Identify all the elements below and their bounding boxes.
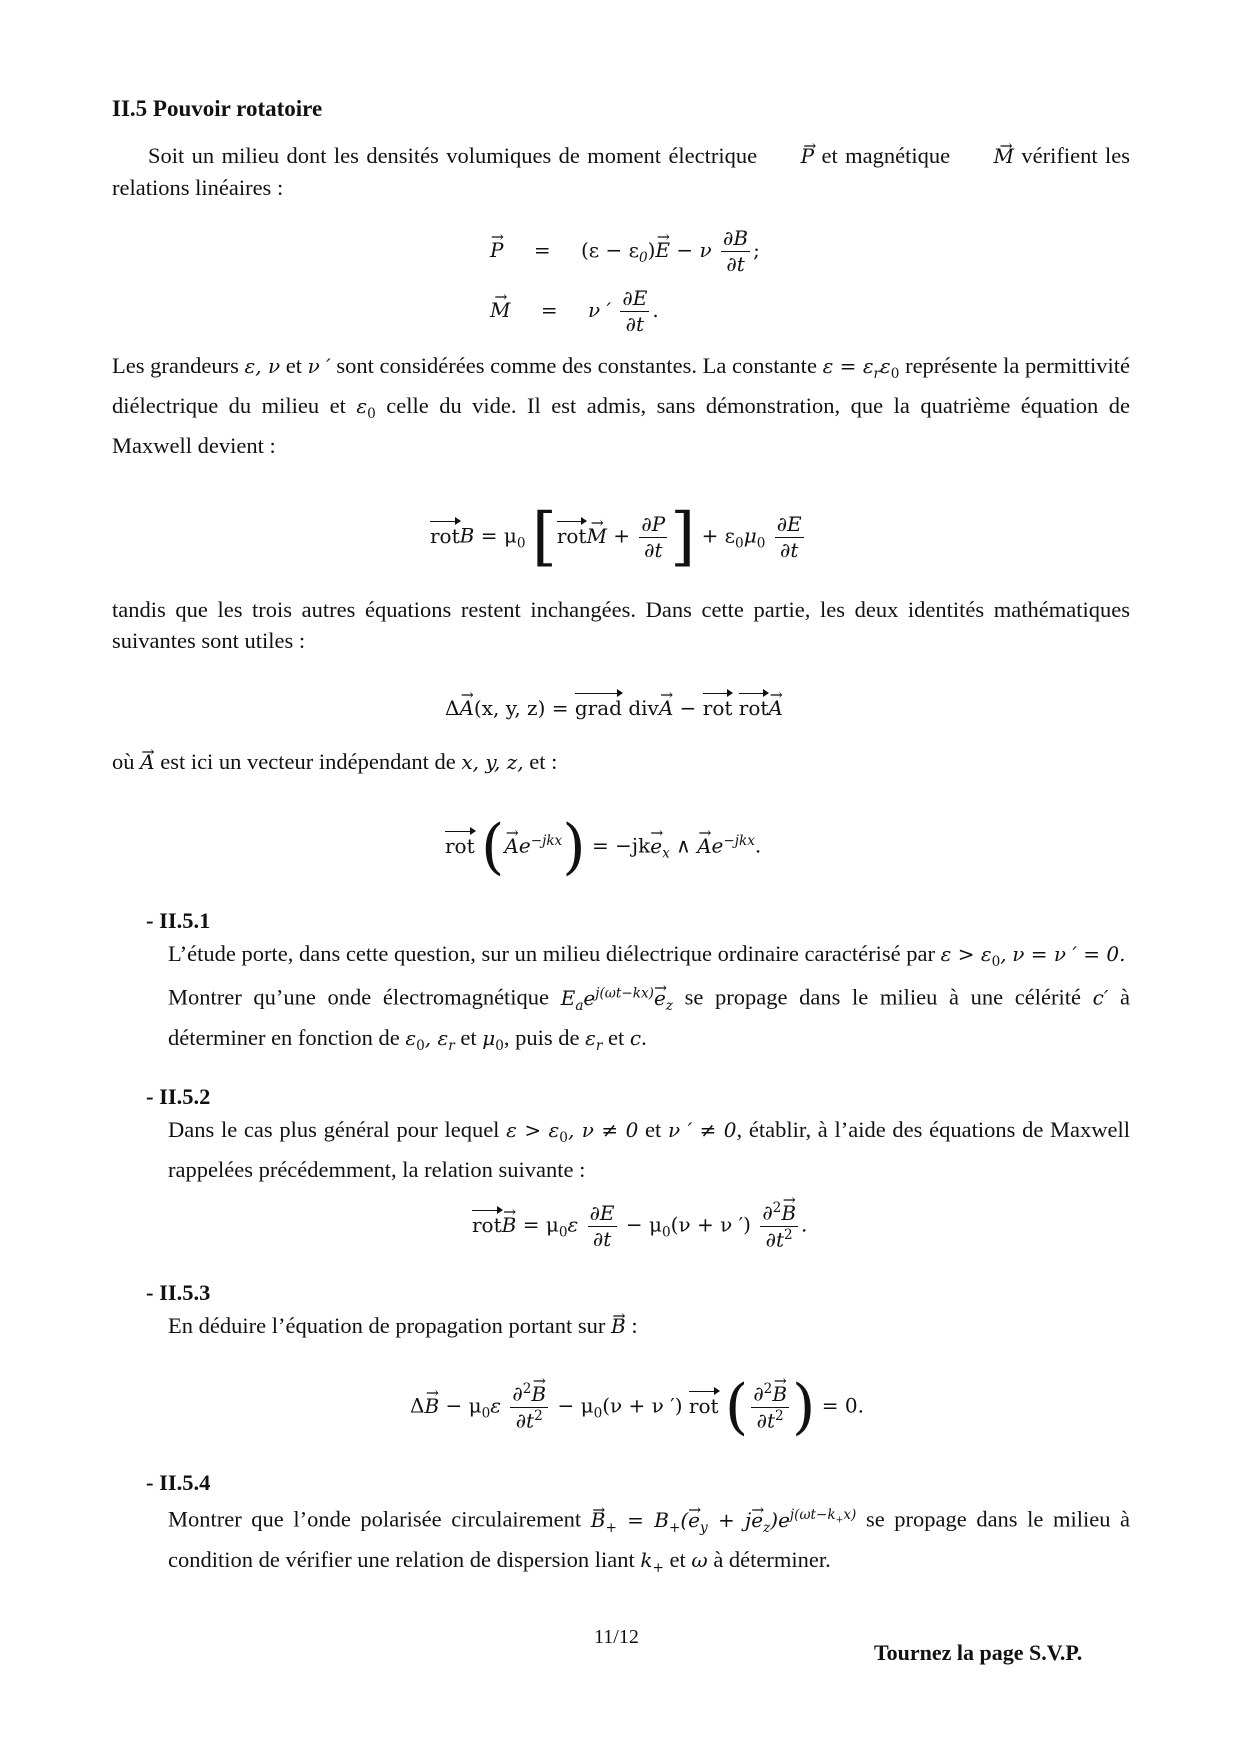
q1-t6: et bbox=[460, 1024, 477, 1050]
identity-div: div bbox=[621, 696, 659, 720]
q2-t1: Dans le cas plus général pour lequel bbox=[168, 1117, 500, 1142]
frac-den-dt-2: ∂t bbox=[625, 312, 645, 336]
frac-num-dE-2: ∂E bbox=[776, 511, 802, 536]
para2-a: Les grandeurs bbox=[112, 353, 239, 378]
turn-page-note: Tournez la page S.V.P. bbox=[874, 1640, 1083, 1665]
eq-P-symbol: → P bbox=[490, 238, 503, 262]
eq-P-equals: = bbox=[533, 238, 551, 262]
eq-P-rhs-a: (ε − ε bbox=[580, 238, 639, 262]
eq-M-symbol: → M bbox=[490, 298, 510, 322]
para4-d: et : bbox=[529, 749, 558, 774]
question-2-text: Dans le cas plus général pour lequel $\varepsilon > \varepsilon_0$, ν ≠ 0 et ν ′ ≠ 0, établir, à l’aide des équations de Maxwell rappelées précédemment, la relation suivante : bbox=[168, 1117, 1131, 1182]
q2-t2: établir, à l’aide des équations de Maxwell rappelées précédemment, la relation suivante : bbox=[168, 1117, 1131, 1182]
maxwell-tail-mu: μ bbox=[743, 523, 757, 548]
eq-P-rhs-c: − ν bbox=[670, 238, 712, 262]
frac-num-dB: ∂B bbox=[723, 226, 749, 250]
maxwell-eq-mu: = μ bbox=[474, 523, 517, 548]
eq-P-rhs-b: ) bbox=[647, 238, 656, 262]
question-3-text: En déduire l’équation de propagation portant sur → B : bbox=[168, 1310, 1130, 1342]
para4-c: x, y, z, bbox=[461, 750, 524, 774]
grad-operator: grad bbox=[574, 696, 622, 720]
q4-t4: à déterminer. bbox=[713, 1546, 831, 1572]
intro-text-c: vérifient les relations linéaires : bbox=[112, 143, 1131, 200]
section-title: II.5 Pouvoir rotatoire bbox=[112, 96, 323, 121]
equation-P: → $P = (\varepsilon - \varepsilon_0)\to E - \nu$ $\frac{\partial B}{\partial t}$ ; bbox=[490, 226, 760, 277]
para2-j: celle du vide. Il est admis, sans démonstration, que la quatrième équation de Maxwell devient : bbox=[112, 393, 1130, 458]
para2-g: ε bbox=[880, 354, 891, 378]
equation-M bbox=[490, 286, 659, 337]
identity-delta: Δ bbox=[445, 696, 460, 720]
para4-a: où bbox=[112, 749, 135, 774]
para2-e: sont considérées comme des constantes. La constante bbox=[336, 353, 817, 378]
identity-minus: − bbox=[673, 696, 703, 720]
rot2-A: → A bbox=[504, 834, 518, 858]
eq-M-rhs: ν ′ bbox=[587, 298, 612, 322]
q2-frac-num-dE: ∂E bbox=[589, 1200, 615, 1225]
rot2-A-2: → A bbox=[697, 834, 711, 858]
q1-wave: E bbox=[560, 985, 576, 1010]
identity-args: (x, y, z) = bbox=[473, 696, 575, 720]
para4-A: → A bbox=[140, 747, 154, 778]
page-number: 11/12 bbox=[594, 1626, 639, 1648]
maxwell-M: → M bbox=[586, 524, 606, 548]
q2-et: et bbox=[645, 1117, 662, 1142]
paragraph-constants: Les grandeurs ε, ν et ν ′ sont considérées comme des constantes. La constante $\varepsilon = \varepsilon_r\varepsilon_0$ représente la permittivité diélectrique du milieu et $\varepsilon_0$ celle du vide. Il est admis, sans démonstration, que la quatrième équation de Maxwell devient : bbox=[112, 353, 1131, 458]
frac-num-dP: ∂P bbox=[641, 511, 666, 536]
question-label-2: - II.5.2 bbox=[146, 1084, 211, 1109]
q4-t3: et bbox=[669, 1546, 686, 1572]
question-label-4: - II.5.4 bbox=[146, 1470, 211, 1495]
q1-t1: L’étude porte, dans cette question, sur un milieu diélectrique ordinaire caractérisé par bbox=[168, 941, 935, 966]
frac-den-dt: ∂t bbox=[726, 252, 745, 276]
rot-operator-5: rot bbox=[445, 833, 475, 858]
frac-den-dt-4: ∂t bbox=[780, 537, 799, 562]
para2-h: représente la permittivité diélectrique du milieu et bbox=[112, 353, 1131, 418]
q1-wave-exp: j(ωt−kx) bbox=[595, 985, 654, 1001]
rot2-wedge: ∧ bbox=[669, 833, 698, 858]
q4-t1: Montrer que l’onde polarisée circulairement bbox=[168, 1506, 582, 1532]
rot-operator: rot bbox=[430, 523, 460, 548]
eq-P-semicolon: ; bbox=[753, 238, 760, 262]
q1-cprime: c′ bbox=[1092, 985, 1109, 1010]
question-label-3: - II.5.3 bbox=[146, 1280, 211, 1305]
frac-num-dE: ∂E bbox=[622, 286, 648, 310]
question-4-text: Montrer que l’onde polarisée circulairement → $B_+ = B_+(\to e_y + j\to e_z)e^{j(\omega t-k_+x)}$ se propage dans le milieu à condition de vérifier une relation de dispersion liant $k_+$ et ω à déterminer. bbox=[168, 1500, 1130, 1584]
q1-t4: à déterminer en fonction de bbox=[168, 984, 1131, 1050]
para2-b: ε, ν bbox=[244, 354, 281, 378]
q2-frac-den: ∂t bbox=[592, 1226, 612, 1251]
q1-t5: puis de bbox=[515, 1024, 580, 1050]
rot-operator-7: rot bbox=[688, 1393, 719, 1418]
identity-A-2: → A bbox=[659, 696, 673, 720]
equation-identity-laplacian bbox=[445, 696, 783, 720]
rot2-period: . bbox=[754, 833, 762, 858]
equation-maxwell: rotB = $\mu_0$ [rot→ M + $\frac{\partial P}{\partial t}$ ] + $\varepsilon_0\mu_0$ $\frac{\partial E}{\partial t}$ bbox=[430, 500, 807, 574]
maxwell-plus: + bbox=[606, 523, 637, 548]
para2-d: ν ′ bbox=[307, 354, 331, 378]
equation-q2: $rot\to B = \mu_0\varepsilon$ $\frac{\partial E}{\partial t}$ − $\mu_0(\nu + \nu$ ′) $\frac{\partial^2\to B}{\partial t^2}$ . bbox=[472, 1200, 807, 1252]
q1-t3: se propage dans le milieu à une célérité bbox=[684, 984, 1081, 1010]
q4-t2: se propage dans le milieu à condition de vérifier une relation de dispersion liant bbox=[168, 1506, 1131, 1572]
para2-i: ε bbox=[356, 394, 368, 418]
q1-t6-2: et bbox=[608, 1024, 625, 1050]
equation-identity-rot: rot (→ $Ae^{-jkx}) = -jk\to e_x$ ∧ → $Ae^{-jkx}$. bbox=[445, 812, 761, 882]
para4-b: est ici un vecteur indépendant de bbox=[160, 749, 456, 774]
question-1-text: L’étude porte, dans cette question, sur un milieu diélectrique ordinaire caractérisé par $\varepsilon > \varepsilon_0$, ν = ν ′ = 0. Montrer qu’une onde électromagnétique $E_ae^{j(\omega t-kx)}\to e_z$ se propage dans le milieu à une célérité c′ à déterminer en fonction de $\varepsilon_0$, $\varepsilon_r$ et $\mu_0$, puis de $\varepsilon_r$ et c. bbox=[168, 938, 1130, 1062]
paragraph-identities: tandis que les trois autres équations restent inchangées. Dans cette partie, les deux identités mathématiques suivantes sont utiles : bbox=[112, 597, 1130, 653]
eq-M-period: . bbox=[652, 298, 659, 322]
identity-A-3: → A bbox=[768, 696, 782, 720]
rot2-rhs: = −jk bbox=[585, 833, 651, 858]
q1-cond2: ν = ν ′ = 0. bbox=[1012, 942, 1126, 966]
intro-text-b: et magnétique bbox=[821, 143, 951, 168]
paragraph-A-vector bbox=[112, 746, 1130, 778]
q1-cond1: ε > ε bbox=[940, 942, 992, 966]
rot-operator-6: rot bbox=[472, 1212, 502, 1237]
intro-text-a: Soit un milieu dont les densités volumiques de moment électrique bbox=[148, 143, 758, 168]
rot-operator-4: rot bbox=[738, 696, 769, 720]
eq-M-equals: = bbox=[540, 298, 558, 322]
question-label-1: - II.5.1 bbox=[146, 908, 211, 933]
intro-paragraph: Soit un milieu dont les densités volumiques de moment électrique → P et magnétique → M vérifient les relations linéaires : bbox=[112, 140, 1130, 203]
equation-q3: $\Delta\to B - \mu_0\varepsilon$ $\frac{\partial^2\to B}{\partial t^2}$ − $\mu_0(\nu + \nu$ ′) rot ( $\frac{\partial^2\to B}{\partial t^2}$ ) = 0. bbox=[410, 1372, 864, 1442]
rot2-exp-2: −jkx bbox=[723, 832, 755, 849]
q3-t1: En déduire l’équation de propagation portant sur bbox=[168, 1313, 606, 1338]
q1-t2: Montrer qu’une onde électromagnétique bbox=[168, 984, 550, 1010]
para2-c: et bbox=[285, 353, 302, 378]
para2-f: ε = ε bbox=[822, 354, 874, 378]
rot2-exp: −jkx bbox=[530, 832, 563, 849]
maxwell-B: B bbox=[459, 523, 475, 548]
frac-den-dt-3: ∂t bbox=[644, 537, 663, 562]
maxwell-tail-eps: + ε bbox=[701, 523, 736, 548]
rot-operator-2: rot bbox=[556, 523, 587, 548]
rot-operator-3: rot bbox=[702, 696, 733, 720]
identity-A: → A bbox=[459, 696, 473, 720]
